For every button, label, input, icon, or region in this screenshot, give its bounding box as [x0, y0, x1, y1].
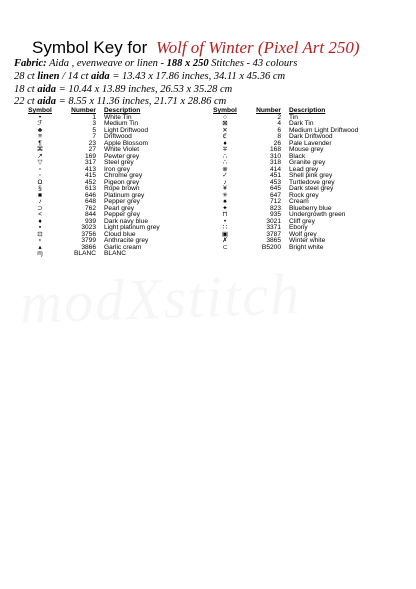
thread-number: 3021 — [266, 217, 281, 225]
thread-description: Pepper grey — [104, 211, 140, 218]
stitch-symbol: ⊓ — [222, 211, 228, 218]
header-description: Description — [104, 107, 141, 114]
stitch-symbol: ℱ — [37, 120, 43, 127]
thread-description: White Violet — [104, 146, 140, 153]
size-28-e: = 13.43 x 17.86 inches, 34.11 x 45.36 cm — [109, 71, 286, 82]
header-number: Number — [256, 107, 281, 114]
thread-description: Bright white — [289, 243, 324, 251]
thread-description: Rope brown — [104, 185, 140, 192]
thread-description: Tin — [289, 113, 298, 121]
thread-description: Ebony — [289, 224, 308, 231]
header-symbol: Symbol — [213, 107, 237, 114]
thread-description: Medium Light Driftwood — [289, 126, 359, 134]
stitch-symbol: ▴ — [38, 243, 42, 251]
thread-number: 844 — [84, 211, 96, 218]
thread-number: 3865 — [266, 237, 281, 244]
stitch-symbol: ⋆ — [37, 237, 43, 244]
thread-description: Pearl grey — [104, 204, 135, 212]
stitch-symbol: ∴ — [222, 152, 228, 160]
stitch-symbol: ↗ — [37, 152, 43, 160]
thread-number: 23 — [88, 139, 96, 147]
stitch-symbol: ▣ — [221, 230, 229, 238]
thread-number: 2 — [277, 113, 281, 121]
title-prefix: Symbol Key for — [32, 38, 148, 57]
header-description: Description — [289, 107, 326, 114]
thread-description: Granite grey — [289, 159, 326, 166]
stitch-symbol: ⊃ — [37, 204, 43, 212]
thread-number: BLANC — [74, 250, 96, 257]
thread-number: 646 — [84, 191, 96, 199]
thread-number: 26 — [273, 139, 281, 147]
stitch-symbol: ¶ — [38, 139, 42, 147]
thread-number: 4 — [277, 120, 281, 127]
fabric-sep: - — [157, 58, 167, 69]
symbol-table-left — [14, 108, 204, 258]
thread-description: Black — [289, 152, 306, 160]
thread-number: 3756 — [81, 230, 96, 238]
thread-description: Platinum grey — [104, 191, 145, 199]
thread-number: 7 — [92, 133, 96, 140]
stitch-count: 188 x 250 — [166, 58, 209, 69]
thread-description: Dark Driftwood — [289, 133, 333, 140]
stitch-symbol: ℭ — [222, 133, 228, 140]
thread-number: 27 — [88, 146, 96, 153]
stitch-symbol: ◦ — [38, 172, 42, 179]
thread-description: Driftwood — [104, 133, 132, 140]
thread-description: Steel grey — [104, 159, 134, 166]
size-line-28ct — [14, 71, 285, 83]
thread-number: 939 — [84, 217, 96, 225]
thread-number: 613 — [84, 185, 96, 192]
stitch-symbol: • — [38, 113, 42, 121]
stitch-symbol: ≡ — [38, 133, 42, 140]
thread-description: Dark steel grey — [289, 185, 334, 192]
stitch-symbol: Ω — [37, 178, 43, 186]
stitch-symbol: ♪ — [223, 178, 227, 186]
stitch-symbol: • — [223, 217, 227, 225]
table-row — [14, 251, 204, 258]
thread-number: 452 — [84, 178, 96, 186]
stitch-symbol: ⊂ — [222, 243, 228, 251]
stitch-symbol: ∷ — [222, 224, 228, 231]
thread-number: 935 — [269, 211, 281, 218]
thread-number: 169 — [84, 152, 96, 160]
thread-description: Iron grey — [104, 165, 131, 173]
thread-number: 3866 — [81, 243, 96, 251]
thread-description: Cream — [289, 198, 309, 205]
thread-number: 823 — [269, 204, 281, 212]
stitch-symbol: ⊠ — [222, 120, 228, 127]
thread-number: 6 — [277, 126, 281, 134]
thread-number: 318 — [269, 159, 281, 166]
thread-number: 317 — [84, 159, 96, 166]
stitch-symbol: § — [38, 185, 42, 192]
thread-number: 3 — [92, 120, 96, 127]
stitch-symbol: ✳ — [222, 191, 228, 199]
stitch-symbol: ▪ — [38, 224, 42, 231]
thread-description: Wolf grey — [289, 230, 317, 238]
stitch-symbol: ♦ — [38, 217, 42, 225]
thread-description: Anthracite grey — [104, 237, 149, 244]
thread-number: 5 — [92, 126, 96, 134]
fabric-line — [14, 58, 297, 70]
stitch-symbol: ♣ — [37, 126, 43, 134]
thread-description: White Tin — [104, 113, 132, 121]
pattern-name: Wolf of Winter (Pixel Art 250) — [156, 38, 360, 57]
stitch-symbol: < — [38, 211, 42, 218]
stitch-symbol: ✓ — [222, 172, 228, 179]
stitch-symbol: ∴ — [222, 159, 228, 166]
stitch-symbol: ✗ — [222, 237, 228, 244]
thread-number: 3787 — [266, 230, 281, 238]
stitch-symbol: ♦ — [223, 139, 227, 147]
symbol-table-right — [199, 108, 389, 251]
thread-description: Shell pink grey — [289, 172, 333, 179]
stitch-symbol: ✦ — [222, 204, 228, 212]
stitch-symbol: ■ — [38, 191, 42, 199]
stitch-symbol: ♠ — [223, 198, 227, 205]
thread-description: Lead grey — [289, 165, 319, 173]
thread-number: 3371 — [266, 224, 281, 231]
stitch-symbol: ¥ — [223, 185, 227, 192]
thread-number: 451 — [269, 172, 281, 179]
size-22-c: = 8.55 x 11.36 inches, 21.71 x 28.86 cm — [56, 96, 227, 107]
thread-description: Garlic cream — [104, 243, 142, 251]
thread-description: Blueberry blue — [289, 204, 332, 212]
size-28-b: linen — [37, 71, 60, 82]
stitch-symbol: ✕ — [222, 126, 228, 134]
thread-description: Undergrowth green — [289, 211, 346, 218]
thread-number: 310 — [269, 152, 281, 160]
thread-number: 645 — [269, 185, 281, 192]
thread-description: Light platinum grey — [104, 224, 160, 231]
thread-description: Apple Blossom — [104, 139, 148, 147]
size-28-d: aida — [91, 71, 110, 82]
size-28-a: 28 ct — [14, 71, 38, 82]
stitch-colours: Stitches - 43 colours — [208, 58, 298, 69]
thread-description: Medium Tin — [104, 120, 139, 127]
size-line-18ct — [14, 84, 232, 96]
watermark — [19, 260, 302, 337]
thread-number: 3023 — [81, 224, 96, 231]
stitch-symbol: ▫ — [38, 165, 42, 173]
thread-description: Dark navy blue — [104, 217, 148, 225]
thread-number: 8 — [277, 133, 281, 140]
thread-number: 413 — [84, 165, 96, 173]
stitch-symbol: ⊗ — [222, 165, 228, 173]
table-row — [199, 245, 389, 252]
size-18-b: aida — [37, 84, 56, 95]
thread-description: Winter white — [289, 237, 326, 244]
thread-description: Chrome grey — [104, 172, 143, 179]
thread-description: Rock grey — [289, 191, 319, 199]
thread-description: Light Driftwood — [104, 126, 148, 134]
thread-description: Turtledove grey — [289, 178, 335, 186]
size-22-b: aida — [37, 96, 56, 107]
thread-number: B5200 — [261, 243, 281, 251]
size-22-a: 22 ct — [14, 96, 38, 107]
stitch-symbol: ♪ — [38, 198, 42, 205]
thread-number: 1 — [92, 113, 96, 121]
thread-description: Dark Tin — [289, 120, 314, 127]
thread-description: Cliff grey — [289, 217, 315, 225]
stitch-symbol: ▽ — [37, 159, 43, 166]
thread-number: 168 — [269, 146, 281, 153]
fabric-types: Aida , evenweave or linen — [49, 58, 158, 69]
thread-description: Pepper grey — [104, 198, 140, 205]
thread-description: Pale Lavender — [289, 139, 332, 147]
header-number: Number — [71, 107, 96, 114]
thread-description: Pigeon grey — [104, 178, 140, 186]
size-18-a: 18 ct — [14, 84, 38, 95]
thread-description: Cloud blue — [104, 230, 136, 238]
thread-number: 647 — [269, 191, 281, 199]
thread-description: Pewter grey — [104, 152, 140, 160]
thread-number: 415 — [84, 172, 96, 179]
stitch-symbol: ɱ — [37, 250, 43, 257]
stitch-symbol: ○ — [223, 113, 227, 121]
thread-description: Mouse grey — [289, 146, 324, 153]
thread-number: 453 — [269, 178, 281, 186]
thread-number: 712 — [269, 198, 281, 205]
thread-number: 414 — [269, 165, 281, 173]
thread-number: 3799 — [81, 237, 96, 244]
thread-description: BLANC — [104, 250, 126, 257]
size-18-c: = 10.44 x 13.89 inches, 26.53 x 35.28 cm — [56, 84, 233, 95]
size-28-c: / 14 ct — [59, 71, 92, 82]
stitch-symbol: ⊡ — [37, 230, 43, 238]
page-title — [32, 38, 360, 58]
header-symbol: Symbol — [28, 107, 52, 114]
thread-number: 648 — [84, 198, 96, 205]
stitch-symbol: ∓ — [222, 146, 228, 153]
thread-number: 762 — [84, 204, 96, 212]
stitch-symbol: ⌘ — [36, 146, 44, 153]
fabric-label: Fabric: — [14, 58, 47, 69]
